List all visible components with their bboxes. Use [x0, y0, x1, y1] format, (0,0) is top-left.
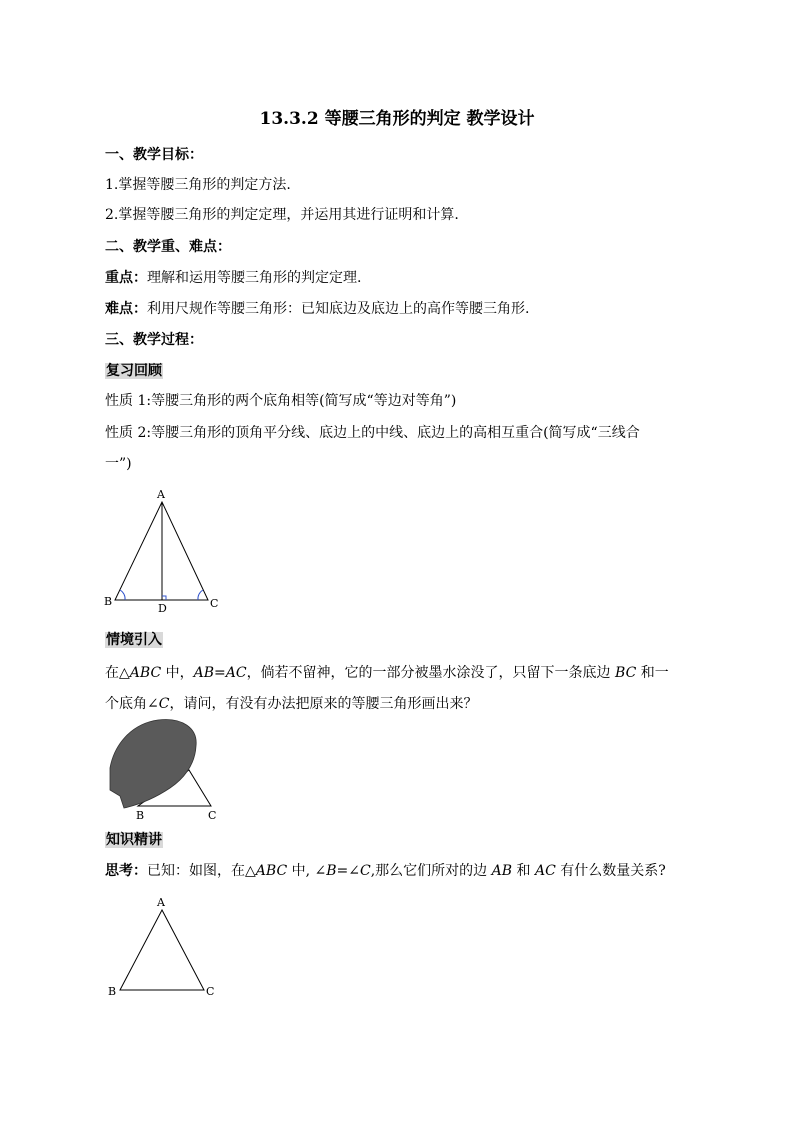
- figure-triangle-abc: [100, 894, 230, 1002]
- label-b: B: [108, 985, 117, 998]
- hard-label: 难点：: [105, 301, 147, 317]
- scenario-equation: AB=AC: [193, 665, 247, 681]
- scenario-bc: BC: [615, 665, 637, 681]
- scenario-tag: [105, 631, 163, 649]
- triangle-abc: [120, 910, 204, 990]
- scenario-abc: ABC: [129, 665, 162, 681]
- scenario-text-1: 在△: [105, 665, 130, 681]
- process-heading: 三、教学过程：: [105, 332, 203, 348]
- label-b: B: [136, 809, 145, 822]
- label-a: A: [157, 488, 165, 501]
- angle-c-mark: [198, 590, 203, 600]
- figure-ink-blot: [100, 718, 230, 824]
- property-1: 性质 1:等腰三角形的两个底角相等(简写成“等边对等角”): [105, 393, 457, 409]
- knowledge-tag: [105, 831, 163, 849]
- goal-1: 1.掌握等腰三角形的判定方法.: [105, 177, 291, 193]
- think-text-4: ,那么它们所对的边: [370, 863, 492, 879]
- goals-heading: 一、教学目标：: [105, 147, 203, 163]
- key-text: 理解和运用等腰三角形的判定定理.: [147, 270, 362, 286]
- think-text-3: =∠: [336, 863, 361, 879]
- scenario-text-5: 个底角∠: [105, 696, 159, 712]
- think-ac: AC: [534, 863, 556, 879]
- property-2-line-2: 一”): [105, 456, 132, 472]
- angle-b-mark: [120, 590, 125, 600]
- think-line: [105, 862, 666, 880]
- review-tag-label: 复习回顾: [106, 363, 162, 379]
- scenario-c: C: [158, 696, 170, 712]
- think-b: B: [326, 863, 337, 879]
- key-label: 重点：: [105, 270, 147, 286]
- knowledge-tag-label: 知识精讲: [106, 832, 162, 848]
- scenario-text-4: 和一: [636, 665, 669, 681]
- think-text-1: 已知：如图，在△: [147, 863, 256, 879]
- hard-text: 利用尺规作等腰三角形：已知底边及底边上的高作等腰三角形.: [147, 301, 530, 317]
- think-abc: ABC: [255, 863, 288, 879]
- label-a: A: [157, 896, 165, 909]
- figure-isosceles-altitude: [100, 486, 230, 614]
- key-heading: 二、教学重、难点：: [105, 239, 231, 255]
- think-text-2: 中, ∠: [287, 863, 327, 879]
- think-label: 思考：: [105, 863, 147, 879]
- property-2-line-1: 性质 2:等腰三角形的顶角平分线、底边上的中线、底边上的高相互重合(简写成“三线合: [105, 425, 640, 441]
- think-ab: AB: [491, 863, 513, 879]
- scenario-line-1: [105, 664, 669, 682]
- label-c: C: [208, 809, 217, 822]
- label-d: D: [158, 602, 167, 614]
- scenario-line-2: [105, 695, 477, 713]
- label-c: C: [206, 985, 215, 998]
- think-c: C: [360, 863, 371, 879]
- hard-point: [105, 300, 529, 318]
- goal-2: 2.掌握等腰三角形的判定定理，并运用其进行证明和计算.: [105, 207, 459, 223]
- label-b: B: [104, 595, 113, 608]
- think-text-6: 有什么数量关系?: [555, 863, 666, 879]
- scenario-tag-label: 情境引入: [106, 632, 162, 648]
- review-tag: [105, 362, 163, 380]
- right-angle-mark: [162, 596, 166, 600]
- scenario-text-2: 中，: [161, 665, 194, 681]
- page-title: 13.3.2 等腰三角形的判定 教学设计: [259, 109, 535, 129]
- key-point: [105, 269, 361, 287]
- think-text-5: 和: [512, 863, 535, 879]
- label-c: C: [210, 597, 219, 610]
- scenario-text-3: ，倘若不留神，它的一部分被墨水涂没了，只留下一条底边: [246, 665, 616, 681]
- scenario-text-6: ，请问，有没有办法把原来的等腰三角形画出来？: [169, 696, 478, 712]
- ink-blot: [110, 720, 196, 808]
